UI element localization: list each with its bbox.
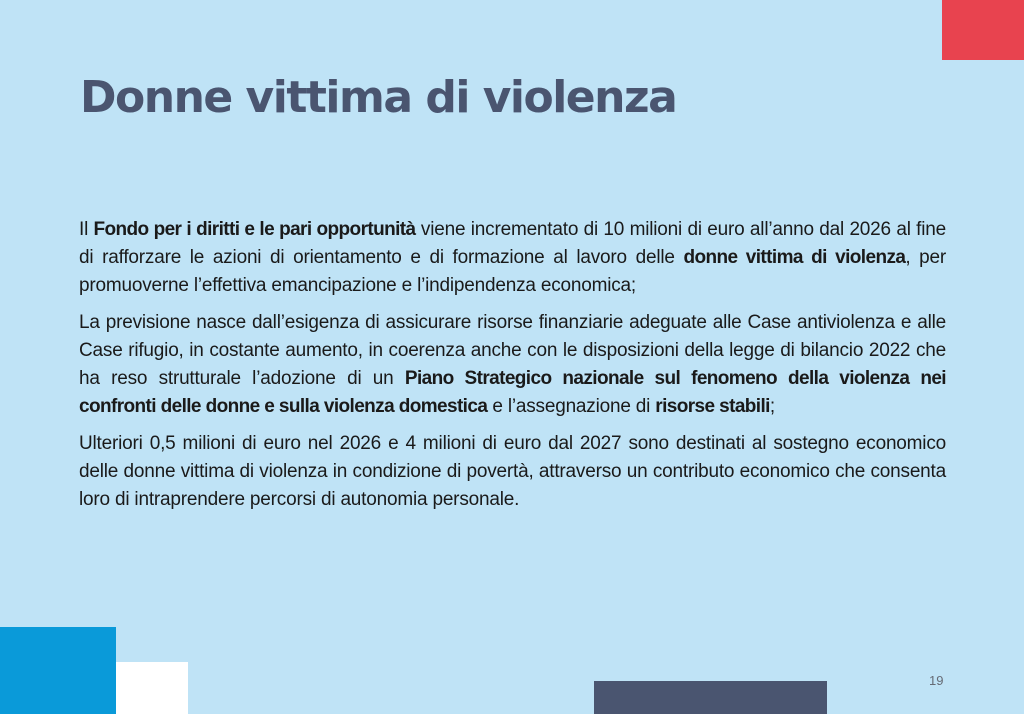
bold-run: Piano Strategico nazionale sul fenomeno della violenza nei confronti delle donne e sulla violenza domestica <box>79 368 946 417</box>
text-run: Il <box>79 219 94 240</box>
bold-run: risorse stabili <box>655 396 770 417</box>
text-run: , per promuoverne l’effettiva emancipazione e l’indipendenza economica; <box>79 247 946 296</box>
slide-title: Donne vittima di violenza <box>80 72 677 123</box>
text-run: ; <box>769 396 775 417</box>
paragraph-previsione <box>79 309 946 421</box>
bold-run: donne vittima di violenza <box>683 247 906 268</box>
text-run: viene incrementato di 10 milioni di euro all’anno dal 2026 al fine di rafforzare le azioni di orientamento e di formazione al lavoro delle <box>79 219 946 268</box>
red-corner-block <box>942 0 1024 60</box>
navy-footer-bar <box>594 681 827 714</box>
white-corner-block <box>116 662 188 714</box>
bold-run: Fondo per i diritti e le pari opportunità <box>93 219 416 240</box>
paragraph-ulteriori <box>79 430 946 514</box>
text-run: Ulteriori 0,5 milioni di euro nel 2026 e 4 milioni di euro dal 2027 sono destinati al sostegno economico delle donne vittima di violenza in condizione di povertà, attraverso un contributo economico che consenta loro di intraprendere percorsi di autonomia personale. <box>79 433 946 510</box>
slide-body <box>79 216 946 523</box>
paragraph-fondo <box>79 216 946 300</box>
blue-corner-block <box>0 627 116 714</box>
text-run: La previsione nasce dall’esigenza di assicurare risorse finanziarie adeguate alle Case antiviolenza e alle Case rifugio, in costante aumento, in coerenza anche con le disposizioni della legge di bilancio 2022 che ha reso strutturale l’adozione di un <box>79 312 946 389</box>
page-number: 19 <box>929 673 944 688</box>
text-run: e l’assegnazione di <box>487 396 656 417</box>
